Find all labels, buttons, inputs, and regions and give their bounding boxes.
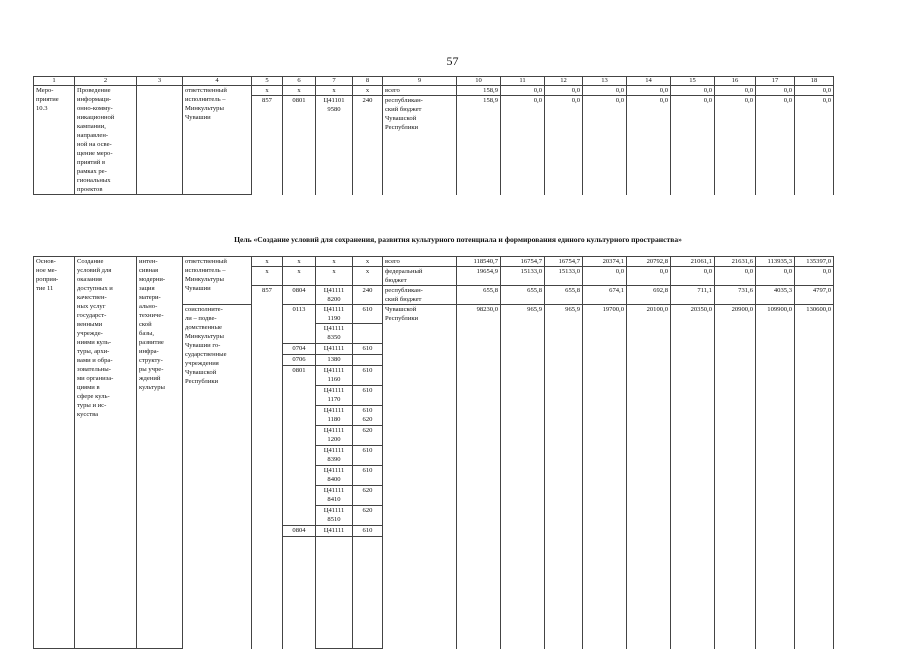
code-cell: x [316, 267, 353, 286]
code-cell: Ц41111 8200 [316, 286, 353, 305]
col-header: 10 [457, 77, 501, 86]
value-cell: 0,0 [627, 86, 671, 96]
sub-code-cell: 0706 [282, 354, 316, 366]
budget-table-top [33, 76, 834, 195]
col-header: 3 [137, 77, 183, 86]
code-cell: Ц41101 9580 [316, 96, 353, 195]
sub-code-cell [282, 323, 316, 342]
code-cell: 610 [353, 305, 383, 324]
code-cell: 0804 [283, 286, 316, 305]
col-header: 7 [316, 77, 353, 86]
goal-heading: Цель «Создание условий для сохранения, развития культурного потенциала и формирования единого культурного пространства» [234, 235, 682, 244]
sub-code-cell: 0801 [282, 365, 316, 386]
col-header: 1 [34, 77, 75, 86]
value-cell: 16754,7 [501, 257, 545, 267]
value-cell: 0,0 [583, 86, 627, 96]
sub-code-cell: Ц41111 1200 [315, 425, 353, 446]
value-cell: 0,0 [583, 267, 627, 286]
col-header: 13 [583, 77, 627, 86]
value-cell: 655,8 [457, 286, 501, 305]
code-cell: 240 [353, 286, 383, 305]
sub-code-cell [282, 485, 316, 504]
event-name: Основ- ное ме- роприя- тие 11 [34, 257, 75, 649]
value-cell: 0,0 [756, 96, 795, 195]
value-cell: 711,1 [671, 286, 715, 305]
code-cell: x [316, 86, 353, 96]
sub-code-cell: Ц41111 8400 [315, 465, 353, 486]
value-cell: 118540,7 [457, 257, 501, 267]
col-header: 8 [353, 77, 383, 86]
value-cell: 0,0 [756, 267, 795, 286]
value-cell: 4797,0 [795, 286, 834, 305]
value-cell: 0,0 [545, 96, 583, 195]
value-cell: 21061,1 [671, 257, 715, 267]
value-cell: 21631,6 [715, 257, 756, 267]
value-cell: 692,8 [627, 286, 671, 305]
value-cell: 965,9 [501, 305, 545, 649]
event-indicator [137, 86, 183, 195]
code-cell: x [283, 257, 316, 267]
col-header: 12 [545, 77, 583, 86]
col-header: 11 [501, 77, 545, 86]
sub-code-cell: Ц41111 1160 [315, 365, 353, 386]
value-cell: 15133,0 [545, 267, 583, 286]
code-cell: x [252, 267, 283, 286]
col-header: 4 [183, 77, 252, 86]
code-cell: x [353, 257, 383, 267]
sub-code-cell: Ц41111 1180 [315, 405, 353, 426]
sub-code-cell: Ц41111 8510 [315, 505, 353, 526]
value-cell: 965,9 [545, 305, 583, 649]
sub-code-cell: 620 [352, 505, 383, 526]
value-cell: 655,8 [545, 286, 583, 305]
value-cell: 0,0 [715, 267, 756, 286]
funding-source: всего [383, 257, 457, 267]
code-cell: x [283, 267, 316, 286]
code-cell: 0801 [283, 96, 316, 195]
funding-source: республикан- ский бюджет [383, 286, 457, 305]
event-executor: ответственный исполнитель – Минкультуры Чувашии [183, 257, 252, 305]
col-header: 17 [756, 77, 795, 86]
value-cell: 20374,1 [583, 257, 627, 267]
value-cell: 113935,3 [756, 257, 795, 267]
value-cell: 0,0 [795, 267, 834, 286]
event-coexecutor: соисполните- ли – подве- домственные Минкультуры Чувашии го- сударственные учреждения Чувашской Республики [183, 305, 252, 649]
value-cell: 731,6 [715, 286, 756, 305]
sub-code-cell: 610 620 [352, 405, 383, 426]
sub-code-cell: 0704 [282, 343, 316, 355]
value-cell: 0,0 [501, 96, 545, 195]
sub-code-cell: 610 [352, 445, 383, 466]
sub-code-cell: Ц41111 8410 [315, 485, 353, 506]
value-cell: 158,9 [457, 86, 501, 96]
value-cell: 16754,7 [545, 257, 583, 267]
sub-code-cell [282, 405, 316, 424]
event-name: Меро- приятие 10.3 [34, 86, 75, 195]
col-header: 16 [715, 77, 756, 86]
sub-code-cell: 610 [352, 343, 383, 355]
funding-source: Чувашской Республики [383, 305, 457, 649]
sub-code-cell: Ц41111 [315, 343, 353, 355]
sub-code-cell: 0804 [282, 525, 316, 537]
value-cell: 0,0 [795, 96, 834, 195]
page-number: 57 [446, 54, 459, 68]
sub-code-cell [352, 323, 383, 344]
event-indicator: интен- сивная модерни- зация матери- ально- техниче- ской базы, развитие инфра- структу- ры учре- ждений культуры [137, 257, 183, 649]
value-cell: 0,0 [795, 86, 834, 96]
table-row [34, 257, 834, 267]
value-cell: 20900,0 [715, 305, 756, 649]
value-cell: 20792,8 [627, 257, 671, 267]
event-title: Проведение информаци- онно-комму- никационной кампании, направлен- ной на осве- щение меро- приятий в рамках ре- гиональных проектов [75, 86, 137, 195]
code-cell: x [283, 86, 316, 96]
value-cell: 0,0 [501, 86, 545, 96]
value-cell: 0,0 [756, 86, 795, 96]
funding-source: федеральный бюджет [383, 267, 457, 286]
header-row [34, 77, 834, 86]
value-cell: 0,0 [545, 86, 583, 96]
value-cell: 19700,0 [583, 305, 627, 649]
code-cell: x [316, 257, 353, 267]
event-executor: ответственный исполнитель – Минкультуры Чувашии [183, 86, 252, 195]
sub-code-cell: Ц41111 [315, 525, 353, 537]
value-cell: 655,8 [501, 286, 545, 305]
value-cell: 0,0 [583, 96, 627, 195]
value-cell: 20100,0 [627, 305, 671, 649]
sub-code-cell: 620 [352, 425, 383, 446]
col-header: 9 [383, 77, 457, 86]
col-header: 5 [252, 77, 283, 86]
value-cell: 0,0 [671, 96, 715, 195]
value-cell: 0,0 [671, 86, 715, 96]
table-row [34, 86, 834, 96]
funding-source: республикан- ский бюджет Чувашской Республики [383, 96, 457, 195]
sub-code-cell: Ц41111 1170 [315, 385, 353, 406]
sub-code-cell: 610 [352, 365, 383, 386]
sub-code-cell [282, 445, 316, 464]
sub-code-cell: Ц41111 8350 [315, 323, 353, 344]
budget-table-bottom [33, 256, 834, 649]
code-cell: 240 [353, 96, 383, 195]
value-cell: 0,0 [715, 86, 756, 96]
code-cell: x [353, 86, 383, 96]
value-cell: 158,9 [457, 96, 501, 195]
sub-code-cell: Ц41111 8390 [315, 445, 353, 466]
code-cell: 857 [252, 96, 283, 195]
col-header: 18 [795, 77, 834, 86]
col-header: 15 [671, 77, 715, 86]
code-cell: 857 [252, 286, 283, 649]
sub-code-cell [282, 425, 316, 444]
code-cell: 0113 [283, 305, 316, 649]
code-cell: x [252, 86, 283, 96]
funding-source: всего [383, 86, 457, 96]
code-cell: x [252, 257, 283, 267]
value-cell: 0,0 [627, 96, 671, 195]
value-cell: 135397,0 [795, 257, 834, 267]
sub-code-cell: 1380 [315, 354, 353, 366]
value-cell: 19654,9 [457, 267, 501, 286]
value-cell: 4035,3 [756, 286, 795, 305]
value-cell: 674,1 [583, 286, 627, 305]
code-cell: Ц41111 1190 [316, 305, 353, 324]
sub-code-cell [282, 385, 316, 404]
code-cell: x [353, 267, 383, 286]
value-cell: 0,0 [671, 267, 715, 286]
value-cell: 15133,0 [501, 267, 545, 286]
col-header: 2 [75, 77, 137, 86]
sub-code-cell [282, 505, 316, 524]
sub-code-cell: 610 [352, 465, 383, 486]
value-cell: 98230,0 [457, 305, 501, 649]
sub-code-cell: 620 [352, 485, 383, 506]
col-header: 14 [627, 77, 671, 86]
value-cell: 20350,0 [671, 305, 715, 649]
col-header: 6 [283, 77, 316, 86]
sub-code-cell: 610 [352, 525, 383, 537]
value-cell: 0,0 [627, 267, 671, 286]
value-cell: 0,0 [715, 96, 756, 195]
sub-code-cell [282, 465, 316, 484]
value-cell: 109900,0 [756, 305, 795, 649]
value-cell: 130600,0 [795, 305, 834, 649]
sub-code-cell: 610 [352, 385, 383, 406]
event-title: Создание условий для оказания доступных и качествен- ных услуг государст- венными учрежде- ниями куль- туры, архи- вами и обра- зовательны- ми организа- циями в сфере куль- туры и ис- кусства [75, 257, 137, 649]
